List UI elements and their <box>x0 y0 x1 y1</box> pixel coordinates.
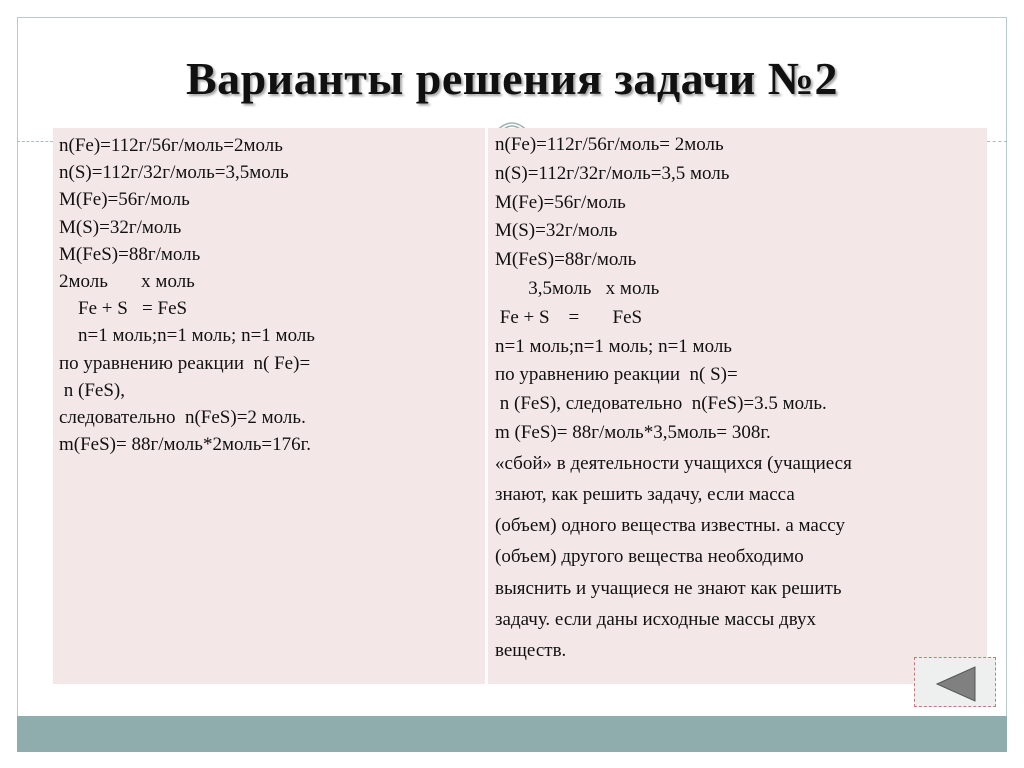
solution-line: n(S)=112г/32г/моль=3,5моль <box>59 162 289 184</box>
solution-line: n (FeS), следовательно n(FeS)=3.5 моль. <box>495 393 827 415</box>
solution-line: M(Fe)=56г/моль <box>59 189 190 211</box>
solution-line: Fe + S = FeS <box>495 306 643 328</box>
solution-line: n(Fe)=112г/56г/моль= 2моль <box>495 134 724 155</box>
solution-line: M(FeS)=88г/моль <box>495 249 637 271</box>
solution-line: n=1 моль;n=1 моль; n=1 моль <box>59 325 315 347</box>
solution-line: Fe + S = FeS <box>59 298 188 320</box>
triangle-left-icon <box>915 658 995 706</box>
solution-line: M(S)=32г/моль <box>59 216 182 238</box>
comment-line: задачу. если даны исходные массы двух <box>495 608 817 630</box>
slide-title: Варианты решения задачи №2 <box>185 53 838 104</box>
solution-line: 3,5моль х моль <box>495 277 660 299</box>
solution-line: M(FeS)=88г/моль <box>59 243 201 265</box>
solution-line: n (FeS), <box>59 379 125 401</box>
solution-line: по уравнению реакции n( Fe)= <box>59 352 311 374</box>
solution-line: n(Fe)=112г/56г/моль=2моль <box>59 135 283 156</box>
solution-line: n=1 моль;n=1 моль; n=1 моль <box>495 335 732 357</box>
divider-right <box>987 141 1007 142</box>
comment-line: выяснить и учащиеся не знают как решить <box>495 577 842 599</box>
solution-variant-left <box>53 128 485 684</box>
comment-line: знают, как решить задачу, если масса <box>495 483 795 505</box>
solution-line: M(S)=32г/моль <box>495 220 618 242</box>
solution-line: M(Fe)=56г/моль <box>495 191 626 213</box>
solution-line: m (FeS)= 88г/моль*3,5моль= 308г. <box>495 421 771 443</box>
back-button[interactable] <box>914 657 996 707</box>
solution-line: m(FeS)= 88г/моль*2моль=176г. <box>59 434 311 456</box>
comment-line: (объем) другого вещества необходимо <box>495 546 804 568</box>
bottom-bar <box>17 716 1007 752</box>
comment-line: веществ. <box>495 639 567 661</box>
solution-line: по уравнению реакции n( S)= <box>495 364 738 386</box>
solution-variant-right <box>488 128 987 684</box>
comment-line: (объем) одного вещества известны. а массу <box>495 515 845 537</box>
divider-left <box>17 141 53 142</box>
solution-line: следовательно n(FeS)=2 моль. <box>59 407 306 429</box>
solution-line: 2моль х моль <box>59 271 195 293</box>
solution-line: n(S)=112г/32г/моль=3,5 моль <box>495 162 730 184</box>
comment-line: «сбой» в деятельности учащихся (учащиеся <box>495 452 852 474</box>
